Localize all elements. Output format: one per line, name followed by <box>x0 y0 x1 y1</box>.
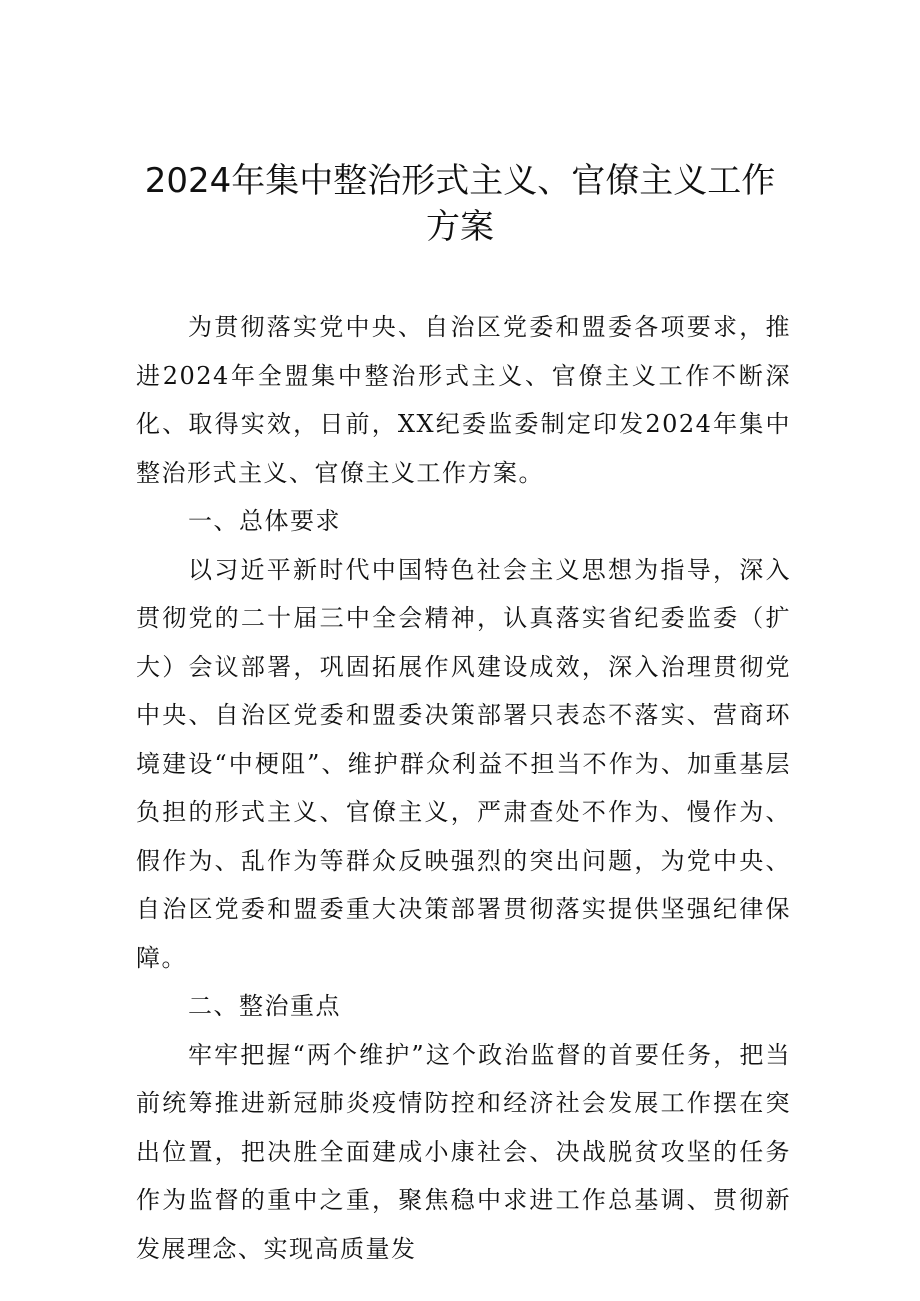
section-heading-general-requirements: 一、总体要求 <box>188 507 341 535</box>
document-body <box>136 303 791 1273</box>
general-requirements-paragraph: 以习近平新时代中国特色社会主义思想为指导，深入贯彻党的二十届三中全会精神，认真落实省纪委监委（扩大）会议部署，巩固拓展作风建设成效，深入治理贯彻党中央、自治区党委和盟委决策部署只表态不落实、营商环境建设“中梗阻”、维护群众利益不担当不作为、加重基层负担的形式主义、官僚主义，严肃查处不作为、慢作为、假作为、乱作为等群众反映强烈的突出问题，为党中央、自治区党委和盟委重大决策部署贯彻落实提供坚强纪律保障。 <box>136 555 791 972</box>
title-line-1: 2024年集中整治形式主义、官僚主义工作 <box>144 161 776 201</box>
title-line-2: 方案 <box>426 207 494 247</box>
section-heading-key-points: 二、整治重点 <box>188 992 341 1020</box>
intro-paragraph: 为贯彻落实党中央、自治区党委和盟委各项要求，推进2024年全盟集中整治形式主义、官僚主义工作不断深化、取得实效，日前，XX纪委监委制定印发2024年集中整治形式主义、官僚主义工作方案。 <box>136 313 791 487</box>
document-title <box>60 158 860 250</box>
key-points-paragraph: 牢牢把握“两个维护”这个政治监督的首要任务，把当前统筹推进新冠肺炎疫情防控和经济社会发展工作摆在突出位置，把决胜全面建成小康社会、决战脱贫攻坚的任务作为监督的重中之重，聚焦稳中求进工作总基调、贯彻新发展理念、实现高质量发 <box>136 1040 791 1263</box>
